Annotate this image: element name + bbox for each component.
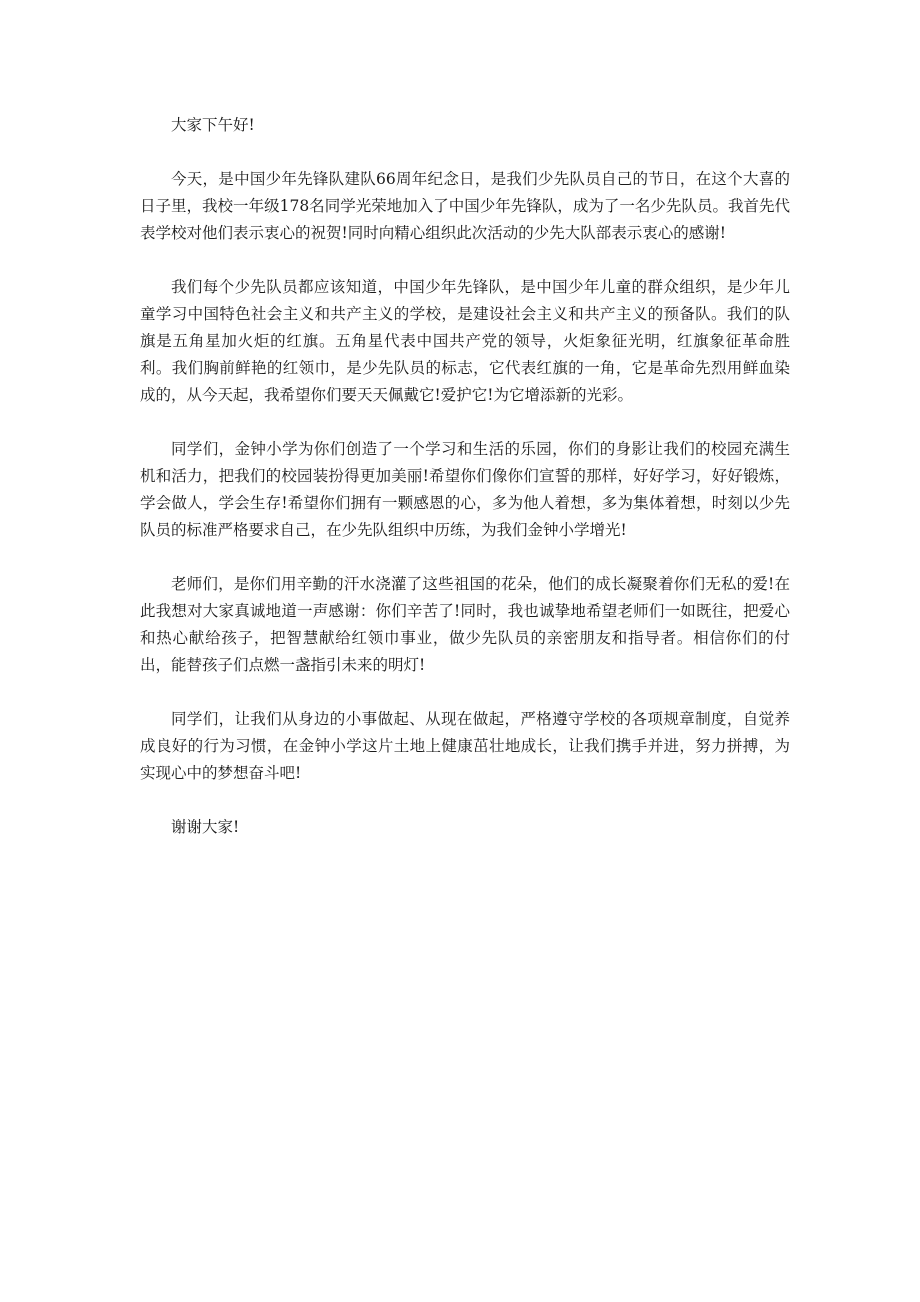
paragraph-to-students: 同学们，金钟小学为你们创造了一个学习和生活的乐园，你们的身影让我们的校园充满生机和活力，把我们的校园装扮得更加美丽!希望你们像你们宣誓的那样，好好学习，好好锻炼，学会做人，学会生存!希望你们拥有一颗感恩的心，多为他人着想，多为集体着想，时刻以少先队员的标准严格要求自己，在少先队组织中历练，为我们金钟小学增光! [140, 440, 790, 539]
greeting-paragraph: 大家下午好! [171, 116, 255, 134]
paragraph-call-to-action: 同学们，让我们从身边的小事做起、从现在做起，严格遵守学校的各项规章制度，自觉养成良好的行为习惯，在金钟小学这片土地上健康茁壮地成长，让我们携手并进，努力拼搏，为实现心中的梦想奋斗吧! [140, 710, 790, 782]
speech-body [140, 112, 790, 868]
closing-paragraph: 谢谢大家! [171, 818, 240, 836]
paragraph-to-teachers: 老师们，是你们用辛勤的汗水浇灌了这些祖国的花朵，他们的成长凝聚着你们无私的爱!在此我想对大家真诚地道一声感谢：你们辛苦了!同时，我也诚挚地希望老师们一如既往，把爱心和热心献给孩子，把智慧献给红领巾事业，做少先队员的亲密朋友和指导者。相信你们的付出，能替孩子们点燃一盏指引未来的明灯! [140, 575, 790, 674]
paragraph-pioneers-meaning: 我们每个少先队员都应该知道，中国少年先锋队，是中国少年儿童的群众组织，是少年儿童学习中国特色社会主义和共产主义的学校，是建设社会主义和共产主义的预备队。我们的队旗是五角星加火炬的红旗。五角星代表中国共产党的领导，火炬象征光明，红旗象征革命胜利。我们胸前鲜艳的红领巾，是少先队员的标志，它代表红旗的一角，它是革命先烈用鲜血染成的，从今天起，我希望你们要天天佩戴它!爱护它!为它增添新的光彩。 [140, 278, 790, 404]
paragraph-anniversary: 今天，是中国少年先锋队建队66周年纪念日，是我们少先队员自己的节日，在这个大喜的日子里，我校一年级178名同学光荣地加入了中国少年先锋队，成为了一名少先队员。我首先代表学校对他们表示衷心的祝贺!同时向精心组织此次活动的少先大队部表示衷心的感谢! [140, 170, 790, 242]
